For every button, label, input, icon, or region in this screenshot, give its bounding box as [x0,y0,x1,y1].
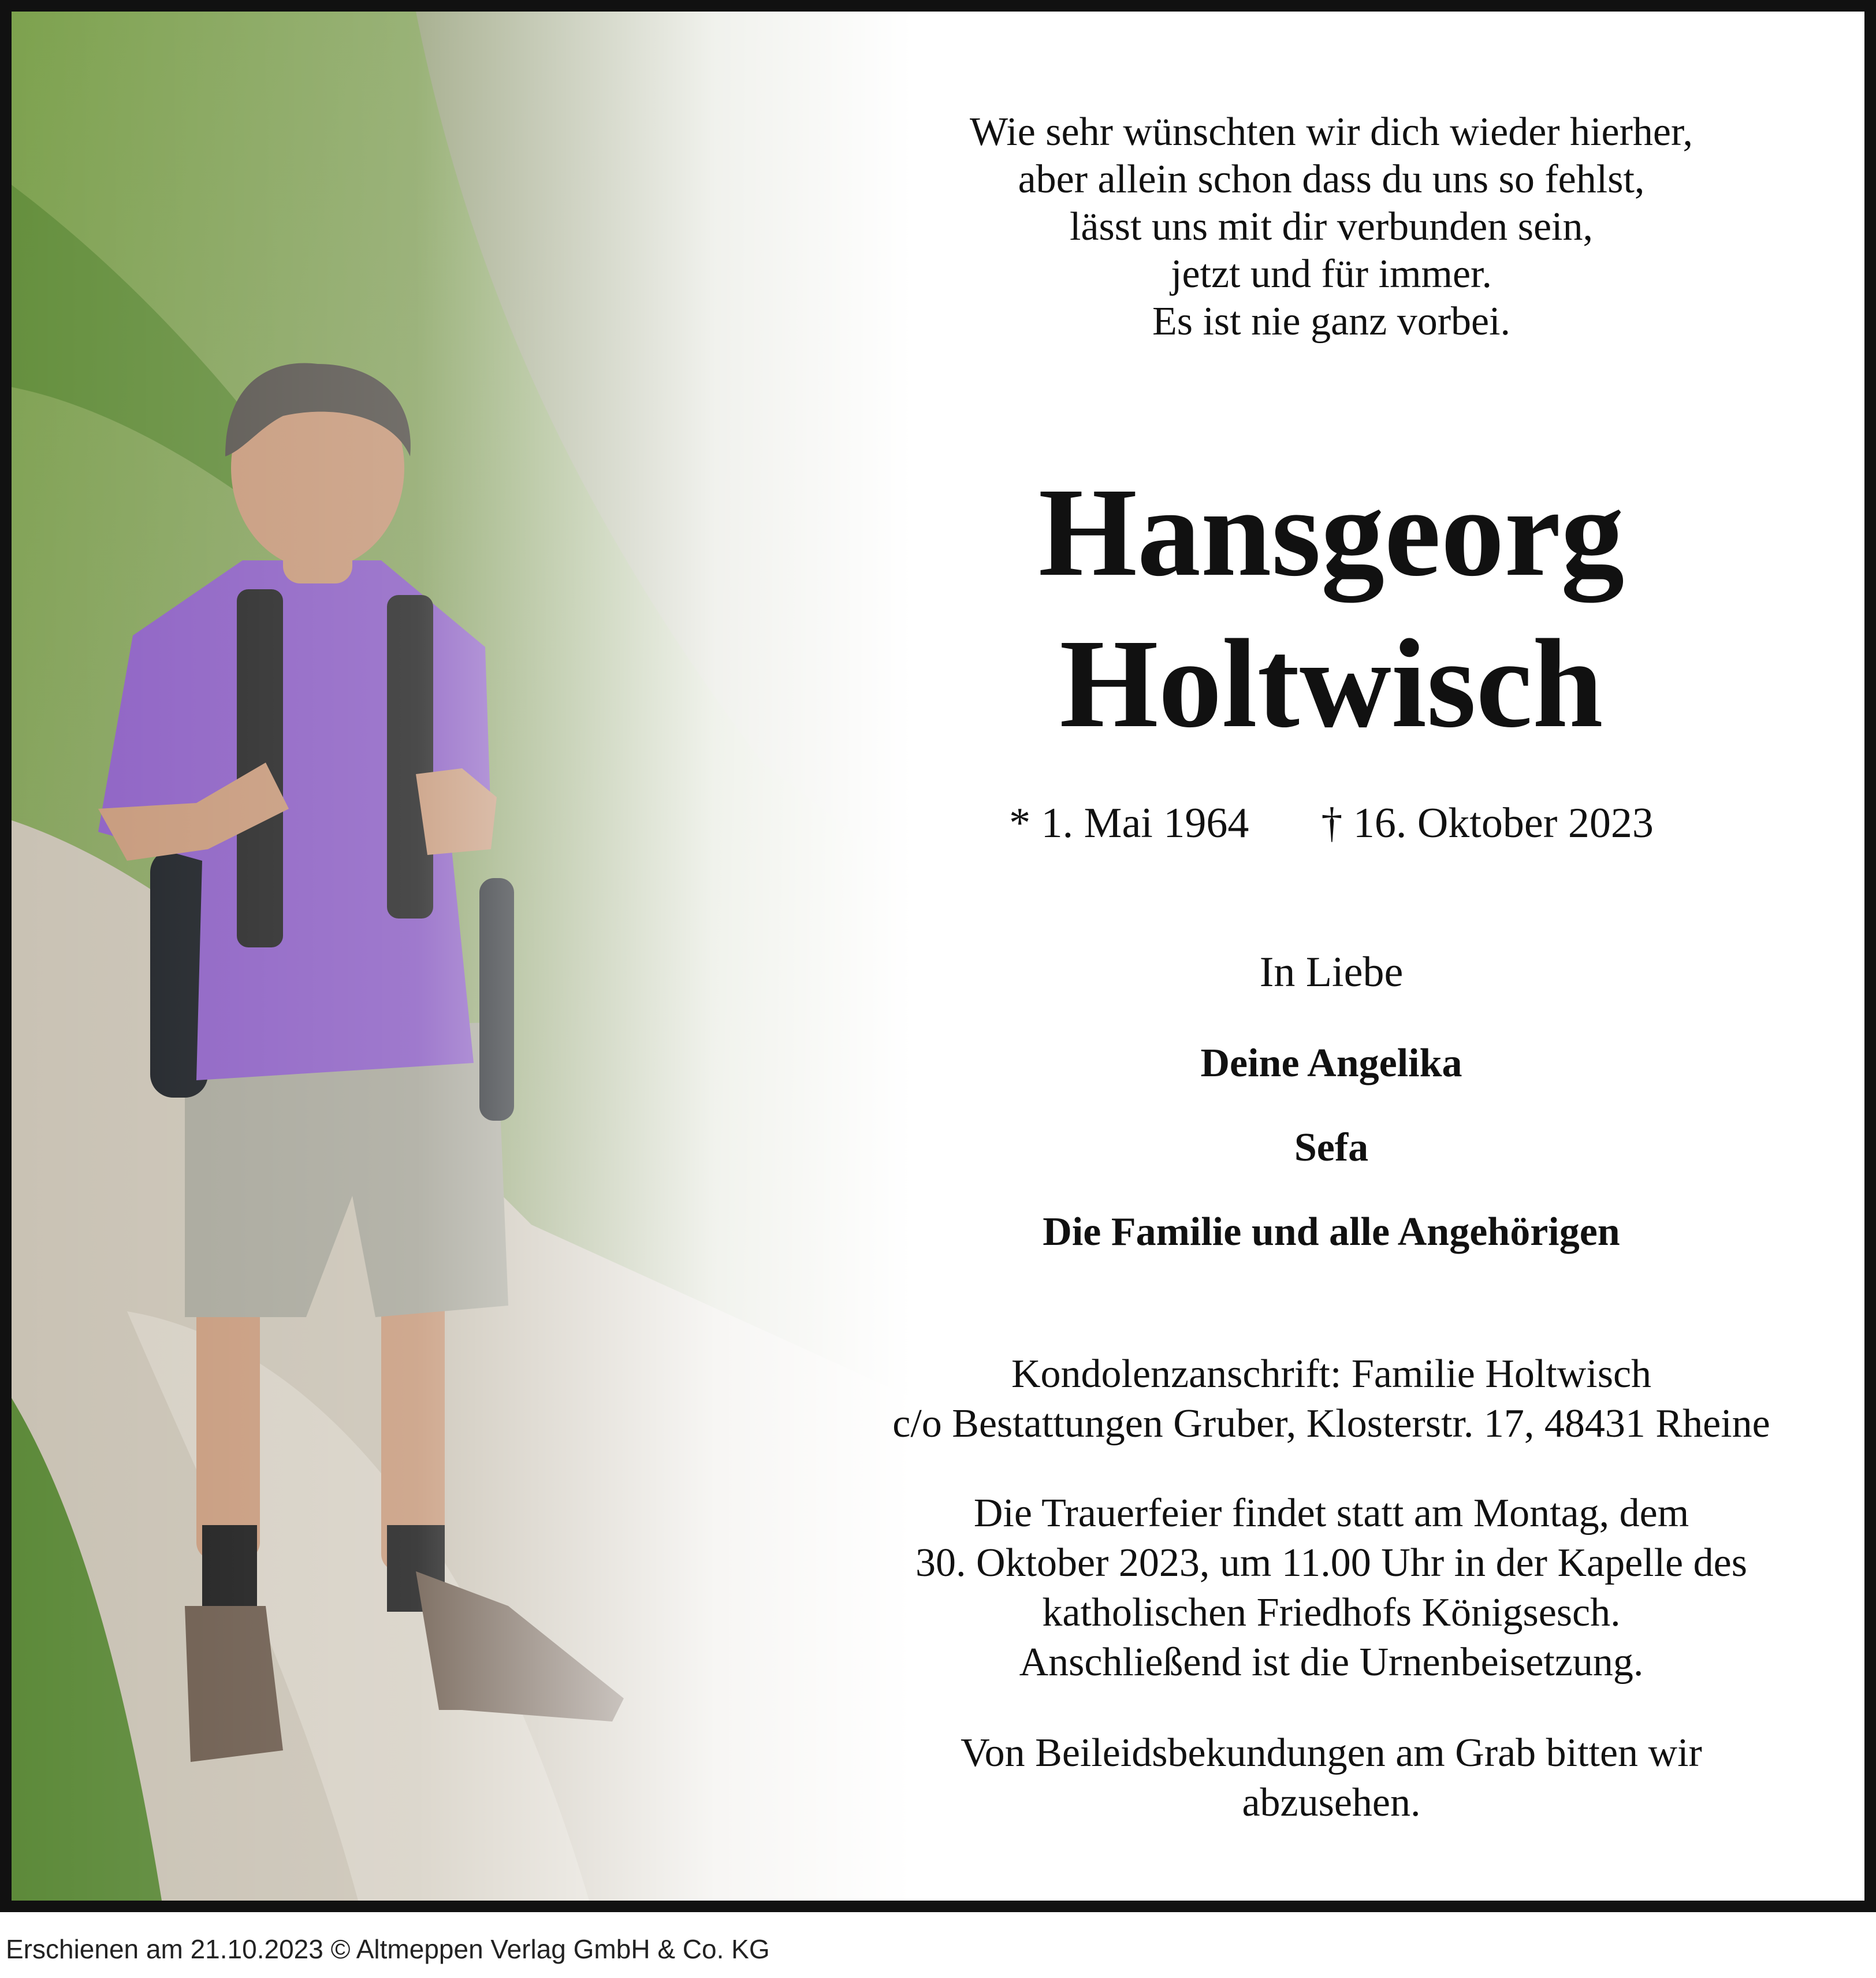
ceremony-line: katholischen Friedhofs Königsesch. [1042,1590,1621,1635]
ceremony-line: Die Trauerfeier findet statt am Montag, dem [973,1491,1689,1535]
note-line: abzusehen. [1242,1780,1421,1825]
note-line: Von Beileidsbekundungen am Grab bitten wir [961,1731,1702,1775]
ceremony-line: Anschließend ist die Urnenbeisetzung. [1019,1640,1644,1685]
memorial-poem [838,109,1825,345]
deceased-last-name: Holtwisch [1059,613,1603,754]
death-date: † 16. Oktober 2023 [1321,800,1654,847]
mourners-intro: In Liebe [1259,949,1404,996]
poem-line: aber allein schon dass du uns so fehlst, [1018,157,1645,202]
publication-footer: Erschienen am 21.10.2023 © Altmeppen Verlag GmbH & Co. KG [6,1934,770,1964]
poem-line: Wie sehr wünschten wir dich wieder hierher, [970,110,1693,154]
poem-line: jetzt und für immer. [1171,252,1492,296]
poem-line: lässt uns mit dir verbunden sein, [1069,205,1593,249]
mourner-name: Sefa [1294,1125,1369,1170]
portrait-photo [12,12,913,1901]
poem-line: Es ist nie ganz vorbei. [1152,299,1511,344]
mourner-name: Deine Angelika [1200,1041,1462,1085]
birth-date: * 1. Mai 1964 [1009,800,1249,847]
deceased-first-name: Hansgeorg [1038,462,1625,603]
ceremony-info [838,1489,1825,1687]
condolence-note [838,1728,1825,1828]
condolence-address [838,1349,1825,1449]
mourner-name: Die Familie und alle Angehörigen [1043,1210,1620,1254]
life-dates [838,797,1825,849]
text-column [838,12,1825,1901]
address-line: c/o Bestattungen Gruber, Klosterstr. 17, 48431 Rheine [892,1401,1770,1446]
ceremony-line: 30. Oktober 2023, um 11.00 Uhr in der Kapelle des [915,1541,1747,1585]
address-line: Kondolenzanschrift: Familie Holtwisch [1011,1352,1652,1396]
